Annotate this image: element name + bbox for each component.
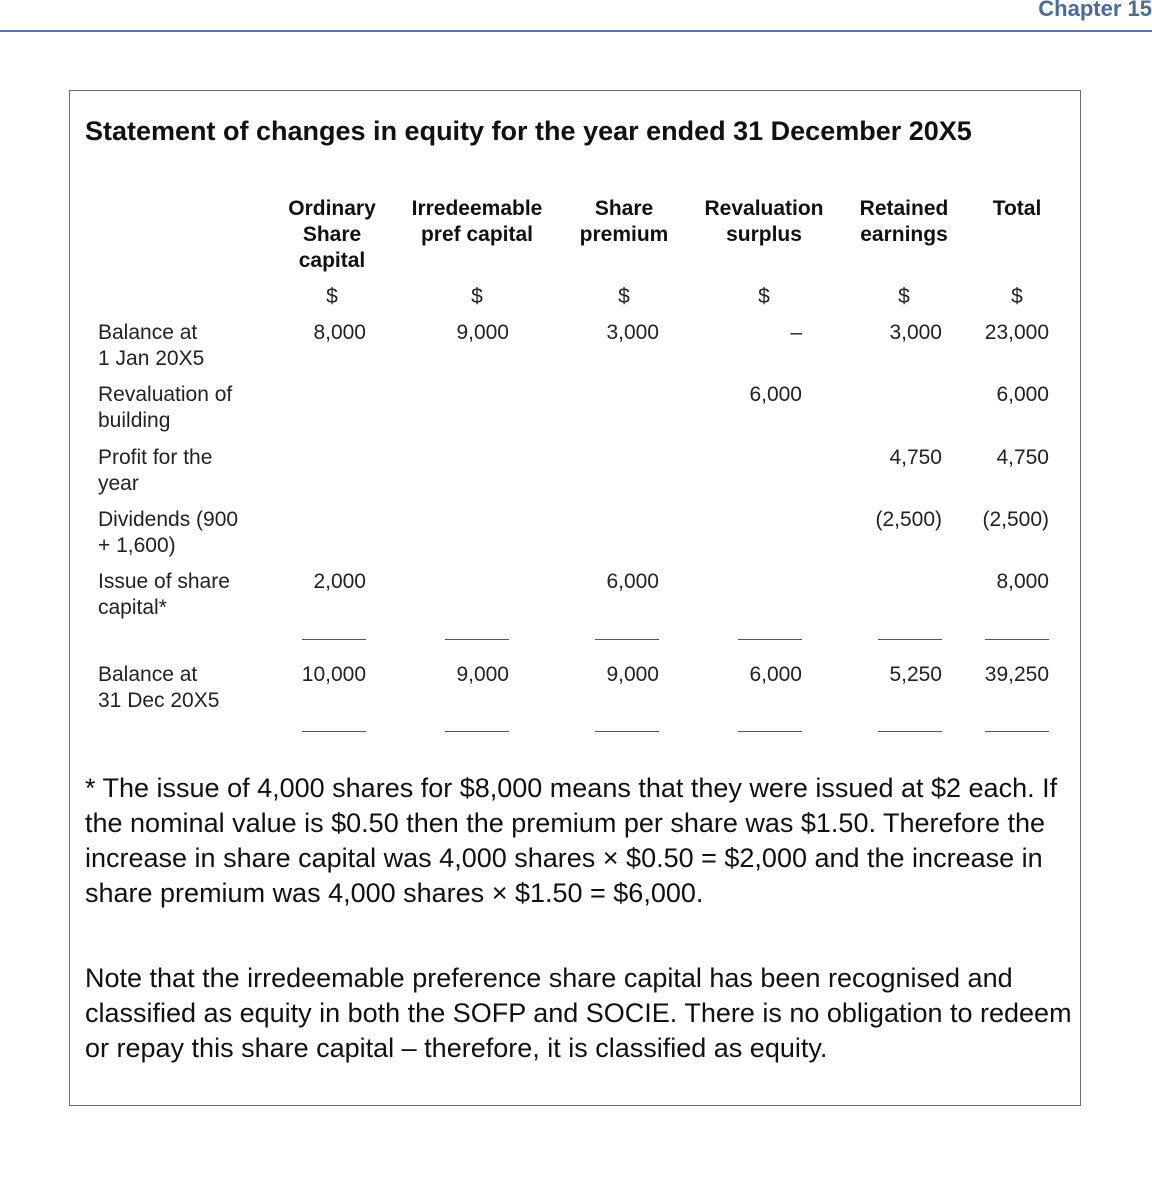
statement-title: Statement of changes in equity for the year ended 31 December 20X5	[85, 116, 972, 146]
column-heading: Ordinary Share capital	[288, 197, 376, 272]
table-cell: 2,000	[313, 570, 366, 593]
row-label: Issue of share capital*	[98, 570, 230, 619]
table-cell: 4,750	[996, 446, 1049, 469]
total-rule	[878, 639, 942, 640]
column-heading: Share premium	[579, 197, 669, 246]
table-cell: 6,000	[606, 570, 659, 593]
total-rule	[302, 639, 366, 640]
row-label: Balance at 31 Dec 20X5	[98, 663, 220, 712]
column-heading: Revaluation surplus	[704, 197, 824, 246]
table-cell: (2,500)	[875, 508, 942, 531]
table-cell: 3,000	[606, 321, 659, 344]
total-rule	[595, 639, 659, 640]
statement-box	[69, 90, 1081, 1106]
header-rule	[0, 30, 1152, 32]
table-cell: 6,000	[996, 383, 1049, 406]
table-cell: 9,000	[456, 321, 509, 344]
currency-symbol: $	[1011, 285, 1023, 308]
row-label: Dividends (900 + 1,600)	[98, 508, 239, 557]
table-cell: 3,000	[889, 321, 942, 344]
table-cell: 8,000	[996, 570, 1049, 593]
total-rule	[985, 639, 1049, 640]
total-rule	[878, 731, 942, 732]
table-cell: 10,000	[301, 663, 366, 686]
chapter-heading: Chapter 15	[1038, 0, 1152, 21]
column-heading: Total	[992, 197, 1042, 220]
total-rule	[445, 731, 509, 732]
currency-symbol: $	[898, 285, 910, 308]
row-label: Revaluation of building	[98, 383, 233, 432]
total-rule	[445, 639, 509, 640]
table-cell: 39,250	[984, 663, 1049, 686]
row-label: Balance at 1 Jan 20X5	[98, 321, 205, 370]
table-cell: 23,000	[984, 321, 1049, 344]
table-cell: 4,750	[889, 446, 942, 469]
table-cell: 5,250	[889, 663, 942, 686]
currency-symbol: $	[758, 285, 770, 308]
table-cell: 6,000	[749, 663, 802, 686]
currency-symbol: $	[326, 285, 338, 308]
table-cell: (2,500)	[982, 508, 1049, 531]
total-rule	[302, 731, 366, 732]
table-cell: 9,000	[606, 663, 659, 686]
table-cell: 8,000	[313, 321, 366, 344]
footnote-text: * The issue of 4,000 shares for $8,000 means that they were issued at $2 each. If the nominal value is $0.50 then the premium per share was $1.50. Therefore the increase in share capital was 4,000 shares × $0.50 = $2,000 and the increase in share premium was 4,000 shares × $1.50 = $6,000.	[85, 773, 1058, 908]
total-rule	[985, 731, 1049, 732]
table-cell: 9,000	[456, 663, 509, 686]
row-label: Profit for the year	[98, 446, 213, 495]
total-rule	[595, 731, 659, 732]
column-heading: Retained earnings	[859, 197, 949, 246]
currency-symbol: $	[471, 285, 483, 308]
column-heading: Irredeemable pref capital	[411, 197, 543, 246]
total-rule	[738, 731, 802, 732]
total-rule	[738, 639, 802, 640]
table-cell: –	[790, 321, 802, 344]
currency-symbol: $	[618, 285, 630, 308]
classification-note: Note that the irredeemable preference share capital has been recognised and classified as equity in both the SOFP and SOCIE. There is no obligation to redeem or repay this share capital – therefore, it is classified as equity.	[85, 963, 1072, 1063]
table-cell: 6,000	[749, 383, 802, 406]
